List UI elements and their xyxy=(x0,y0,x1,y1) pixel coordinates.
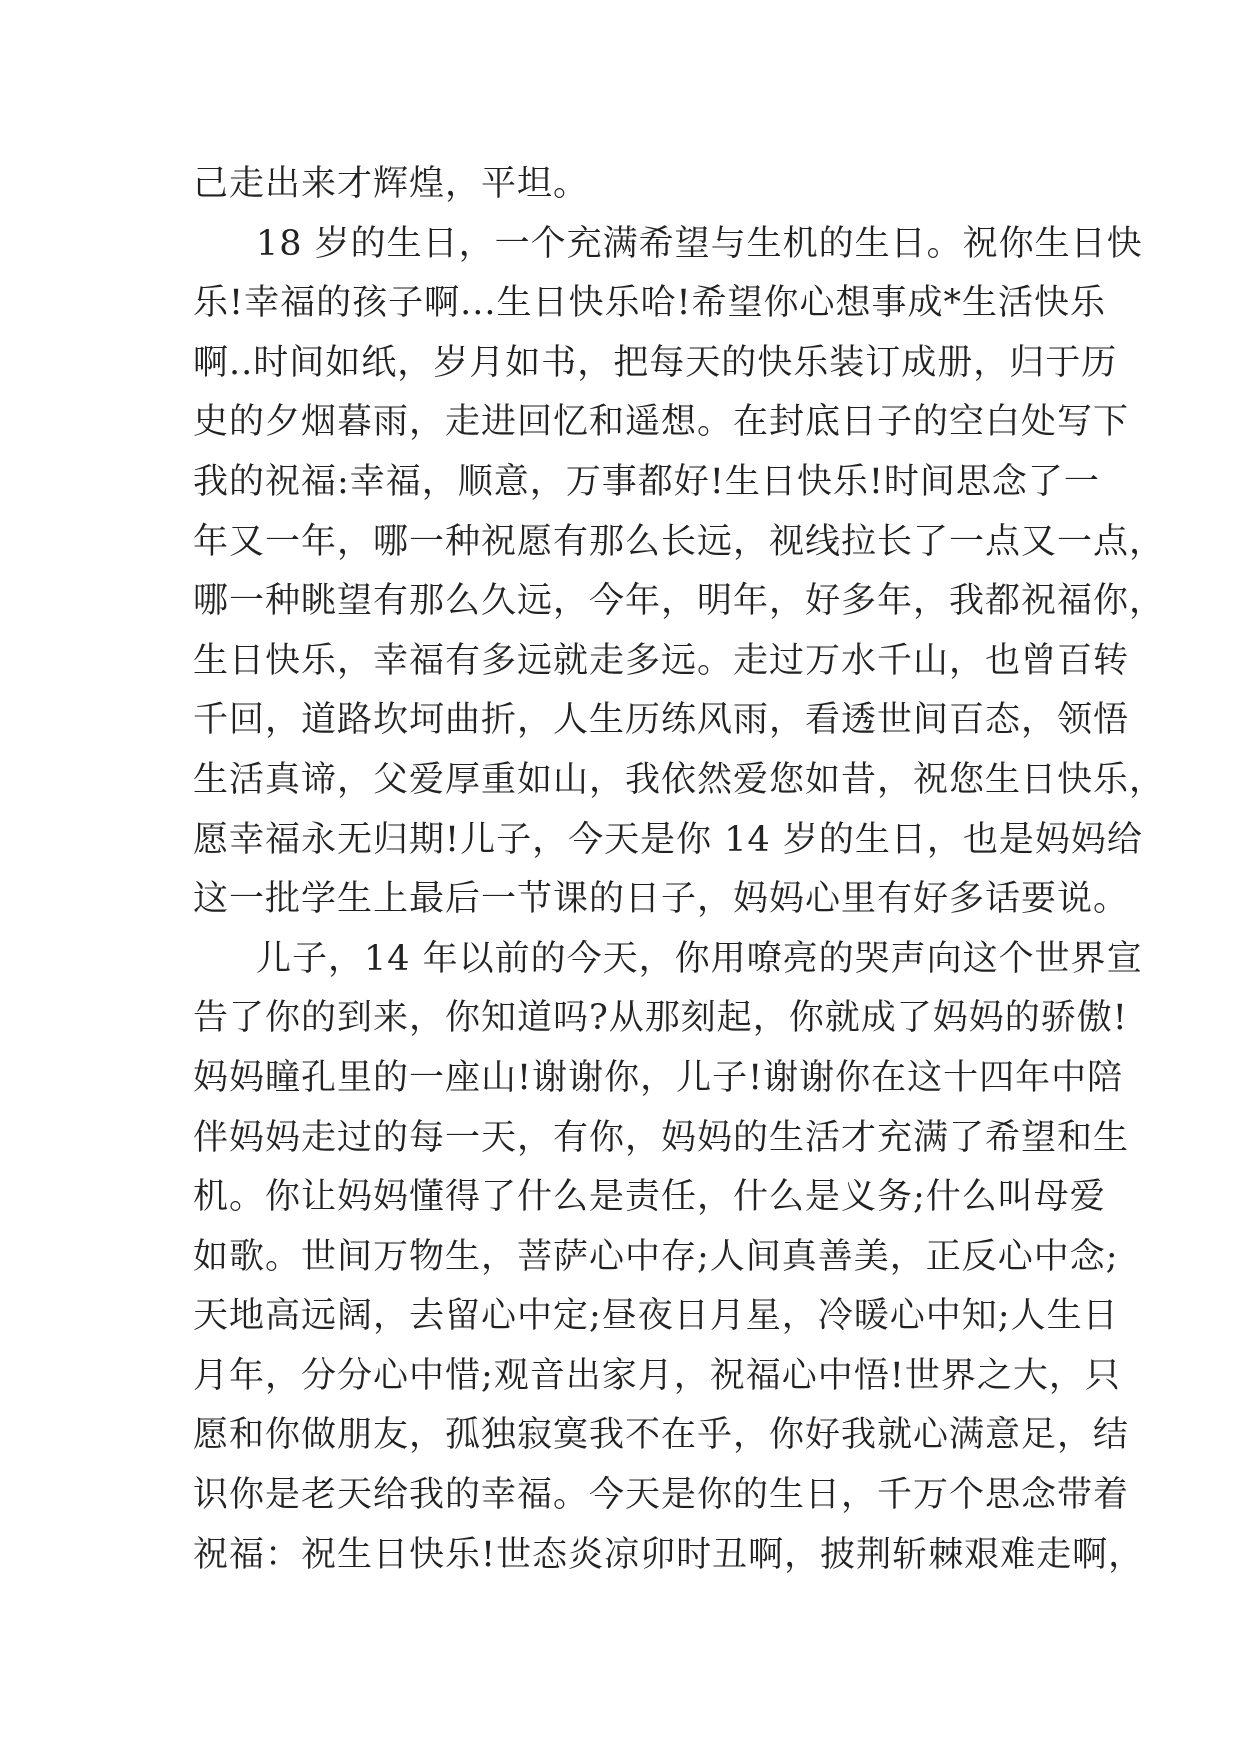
text-line: 祝福：祝生日快乐!世态炎凉卯时丑啊，披荆斩棘艰难走啊， xyxy=(193,1534,1145,1575)
text-line: 儿子，14 年以前的今天，你用嘹亮的哭声向这个世界宣 xyxy=(256,938,1143,979)
text-line: 生日快乐，幸福有多远就走多远。走过万水千山，也曾百转 xyxy=(193,640,1130,681)
text-line: 识你是老天给我的幸福。今天是你的生日，千万个思念带着 xyxy=(193,1475,1130,1516)
text-line: 年又一年，哪一种祝愿有那么长远，视线拉长了一点又一点， xyxy=(193,521,1166,562)
text-line: 哪一种眺望有那么久远，今年，明年，好多年，我都祝福你， xyxy=(193,581,1166,622)
text-line: 千回，道路坎坷曲折，人生历练风雨，看透世间百态，领悟 xyxy=(193,700,1130,741)
text-line: 伴妈妈走过的每一天，有你，妈妈的生活才充满了希望和生 xyxy=(193,1117,1130,1158)
text-line: 啊..时间如纸，岁月如书，把每天的快乐装订成册，归于历 xyxy=(193,342,1118,383)
text-line: 妈妈瞳孔里的一座山!谢谢你，儿子!谢谢你在这十四年中陪 xyxy=(193,1057,1124,1098)
text-line: 生活真谛，父爱厚重如山，我依然爱您如昔，祝您生日快乐， xyxy=(193,759,1166,800)
text-line: 愿和你做朋友，孤独寂寞我不在乎，你好我就心满意足，结 xyxy=(193,1415,1130,1456)
text-line: 我的祝福:幸福，顺意，万事都好!生日快乐!时间思念了一 xyxy=(193,461,1100,502)
body-text xyxy=(193,155,1166,1585)
text-line: 天地高远阔，去留心中定;昼夜日月星，冷暖心中知;人生日 xyxy=(193,1296,1119,1337)
text-line: 己走出来才辉煌，平坦。 xyxy=(193,164,590,204)
text-line: 愿幸福永无归期!儿子，今天是你 14 岁的生日，也是妈妈给 xyxy=(193,819,1143,860)
text-line: 告了你的到来，你知道吗?从那刻起，你就成了妈妈的骄傲! xyxy=(193,998,1128,1039)
text-line: 机。你让妈妈懂得了什么是责任，什么是义务;什么叫母爱 xyxy=(193,1177,1106,1218)
text-line: 如歌。世间万物生，菩萨心中存;人间真善美，正反心中念; xyxy=(193,1236,1119,1277)
text-line: 月年，分分心中惜;观音出家月，祝福心中悟!世界之大，只 xyxy=(193,1355,1121,1396)
text-line: 史的夕烟暮雨，走进回忆和遥想。在封底日子的空白处写下 xyxy=(193,402,1130,443)
text-line: 乐!幸福的孩子啊...生日快乐哈!希望你心想事成*生活快乐 xyxy=(193,283,1107,324)
text-line: 这一批学生上最后一节课的日子，妈妈心里有好多话要说。 xyxy=(193,879,1130,920)
text-line: 18 岁的生日，一个充满希望与生机的生日。祝你生日快 xyxy=(256,223,1143,264)
